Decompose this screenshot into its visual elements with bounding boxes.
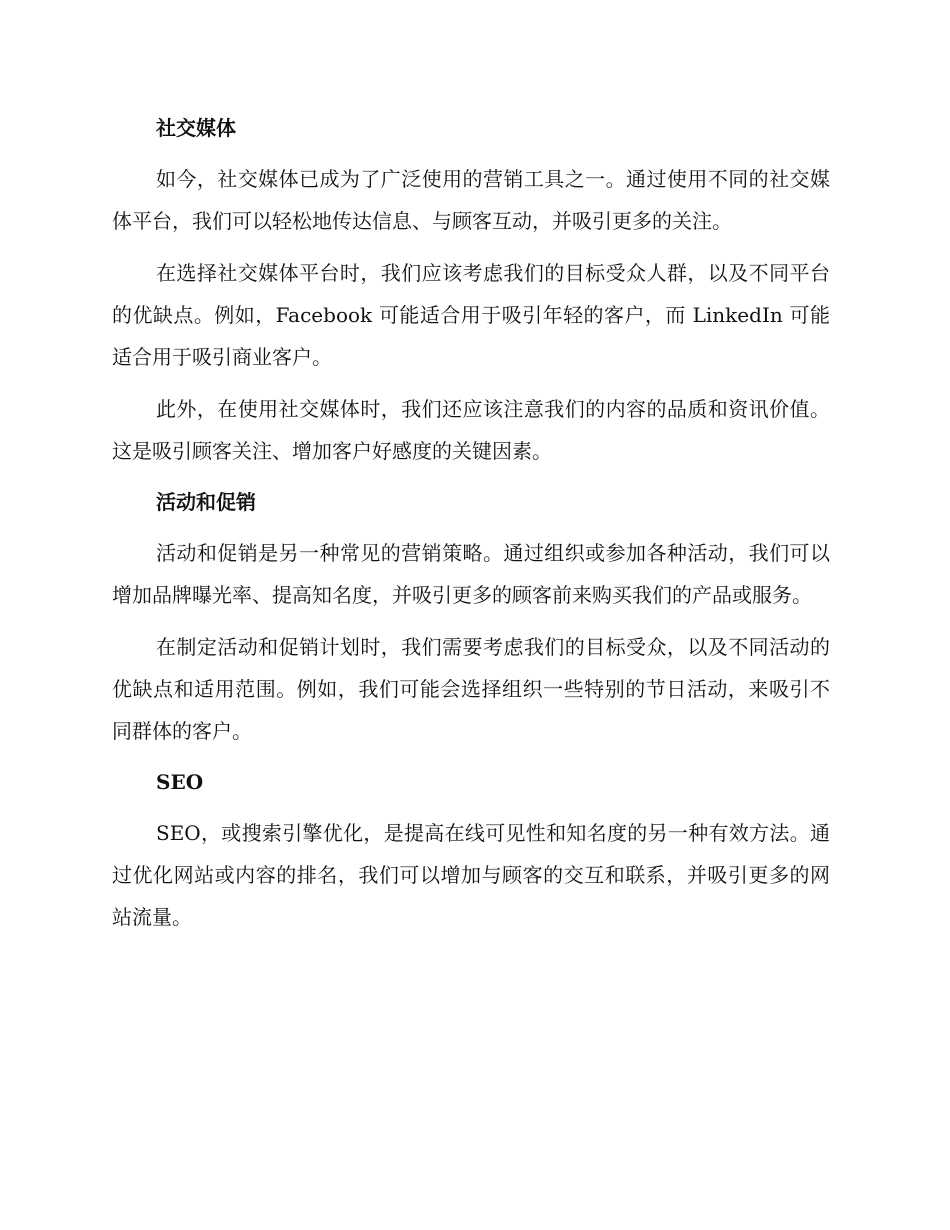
section-heading-events-promotions: 活动和促销 <box>156 490 256 514</box>
document-body <box>112 108 830 948</box>
paragraph: 在制定活动和促销计划时，我们需要考虑我们的目标受众，以及不同活动的优缺点和适用范围。例如，我们可能会选择组织一些特别的节日活动，来吸引不同群体的客户。 <box>112 635 830 743</box>
section-heading-seo: SEO <box>156 770 204 794</box>
paragraph: SEO，或搜索引擎优化，是提高在线可见性和知名度的另一种有效方法。通过优化网站或内容的排名，我们可以增加与顾客的交互和联系，并吸引更多的网站流量。 <box>112 821 830 929</box>
paragraph: 在选择社交媒体平台时，我们应该考虑我们的目标受众人群，以及不同平台的优缺点。例如，Facebook 可能适合用于吸引年轻的客户，而 LinkedIn 可能适合用于吸引商业客户。 <box>112 261 830 369</box>
paragraph: 活动和促销是另一种常见的营销策略。通过组织或参加各种活动，我们可以增加品牌曝光率、提高知名度，并吸引更多的顾客前来购买我们的产品或服务。 <box>112 541 830 607</box>
paragraph: 如今，社交媒体已成为了广泛使用的营销工具之一。通过使用不同的社交媒体平台，我们可以轻松地传达信息、与顾客互动，并吸引更多的关注。 <box>112 167 830 233</box>
paragraph: 此外，在使用社交媒体时，我们还应该注意我们的内容的品质和资讯价值。这是吸引顾客关注、增加客户好感度的关键因素。 <box>112 397 830 463</box>
section-heading-social-media: 社交媒体 <box>156 116 236 140</box>
